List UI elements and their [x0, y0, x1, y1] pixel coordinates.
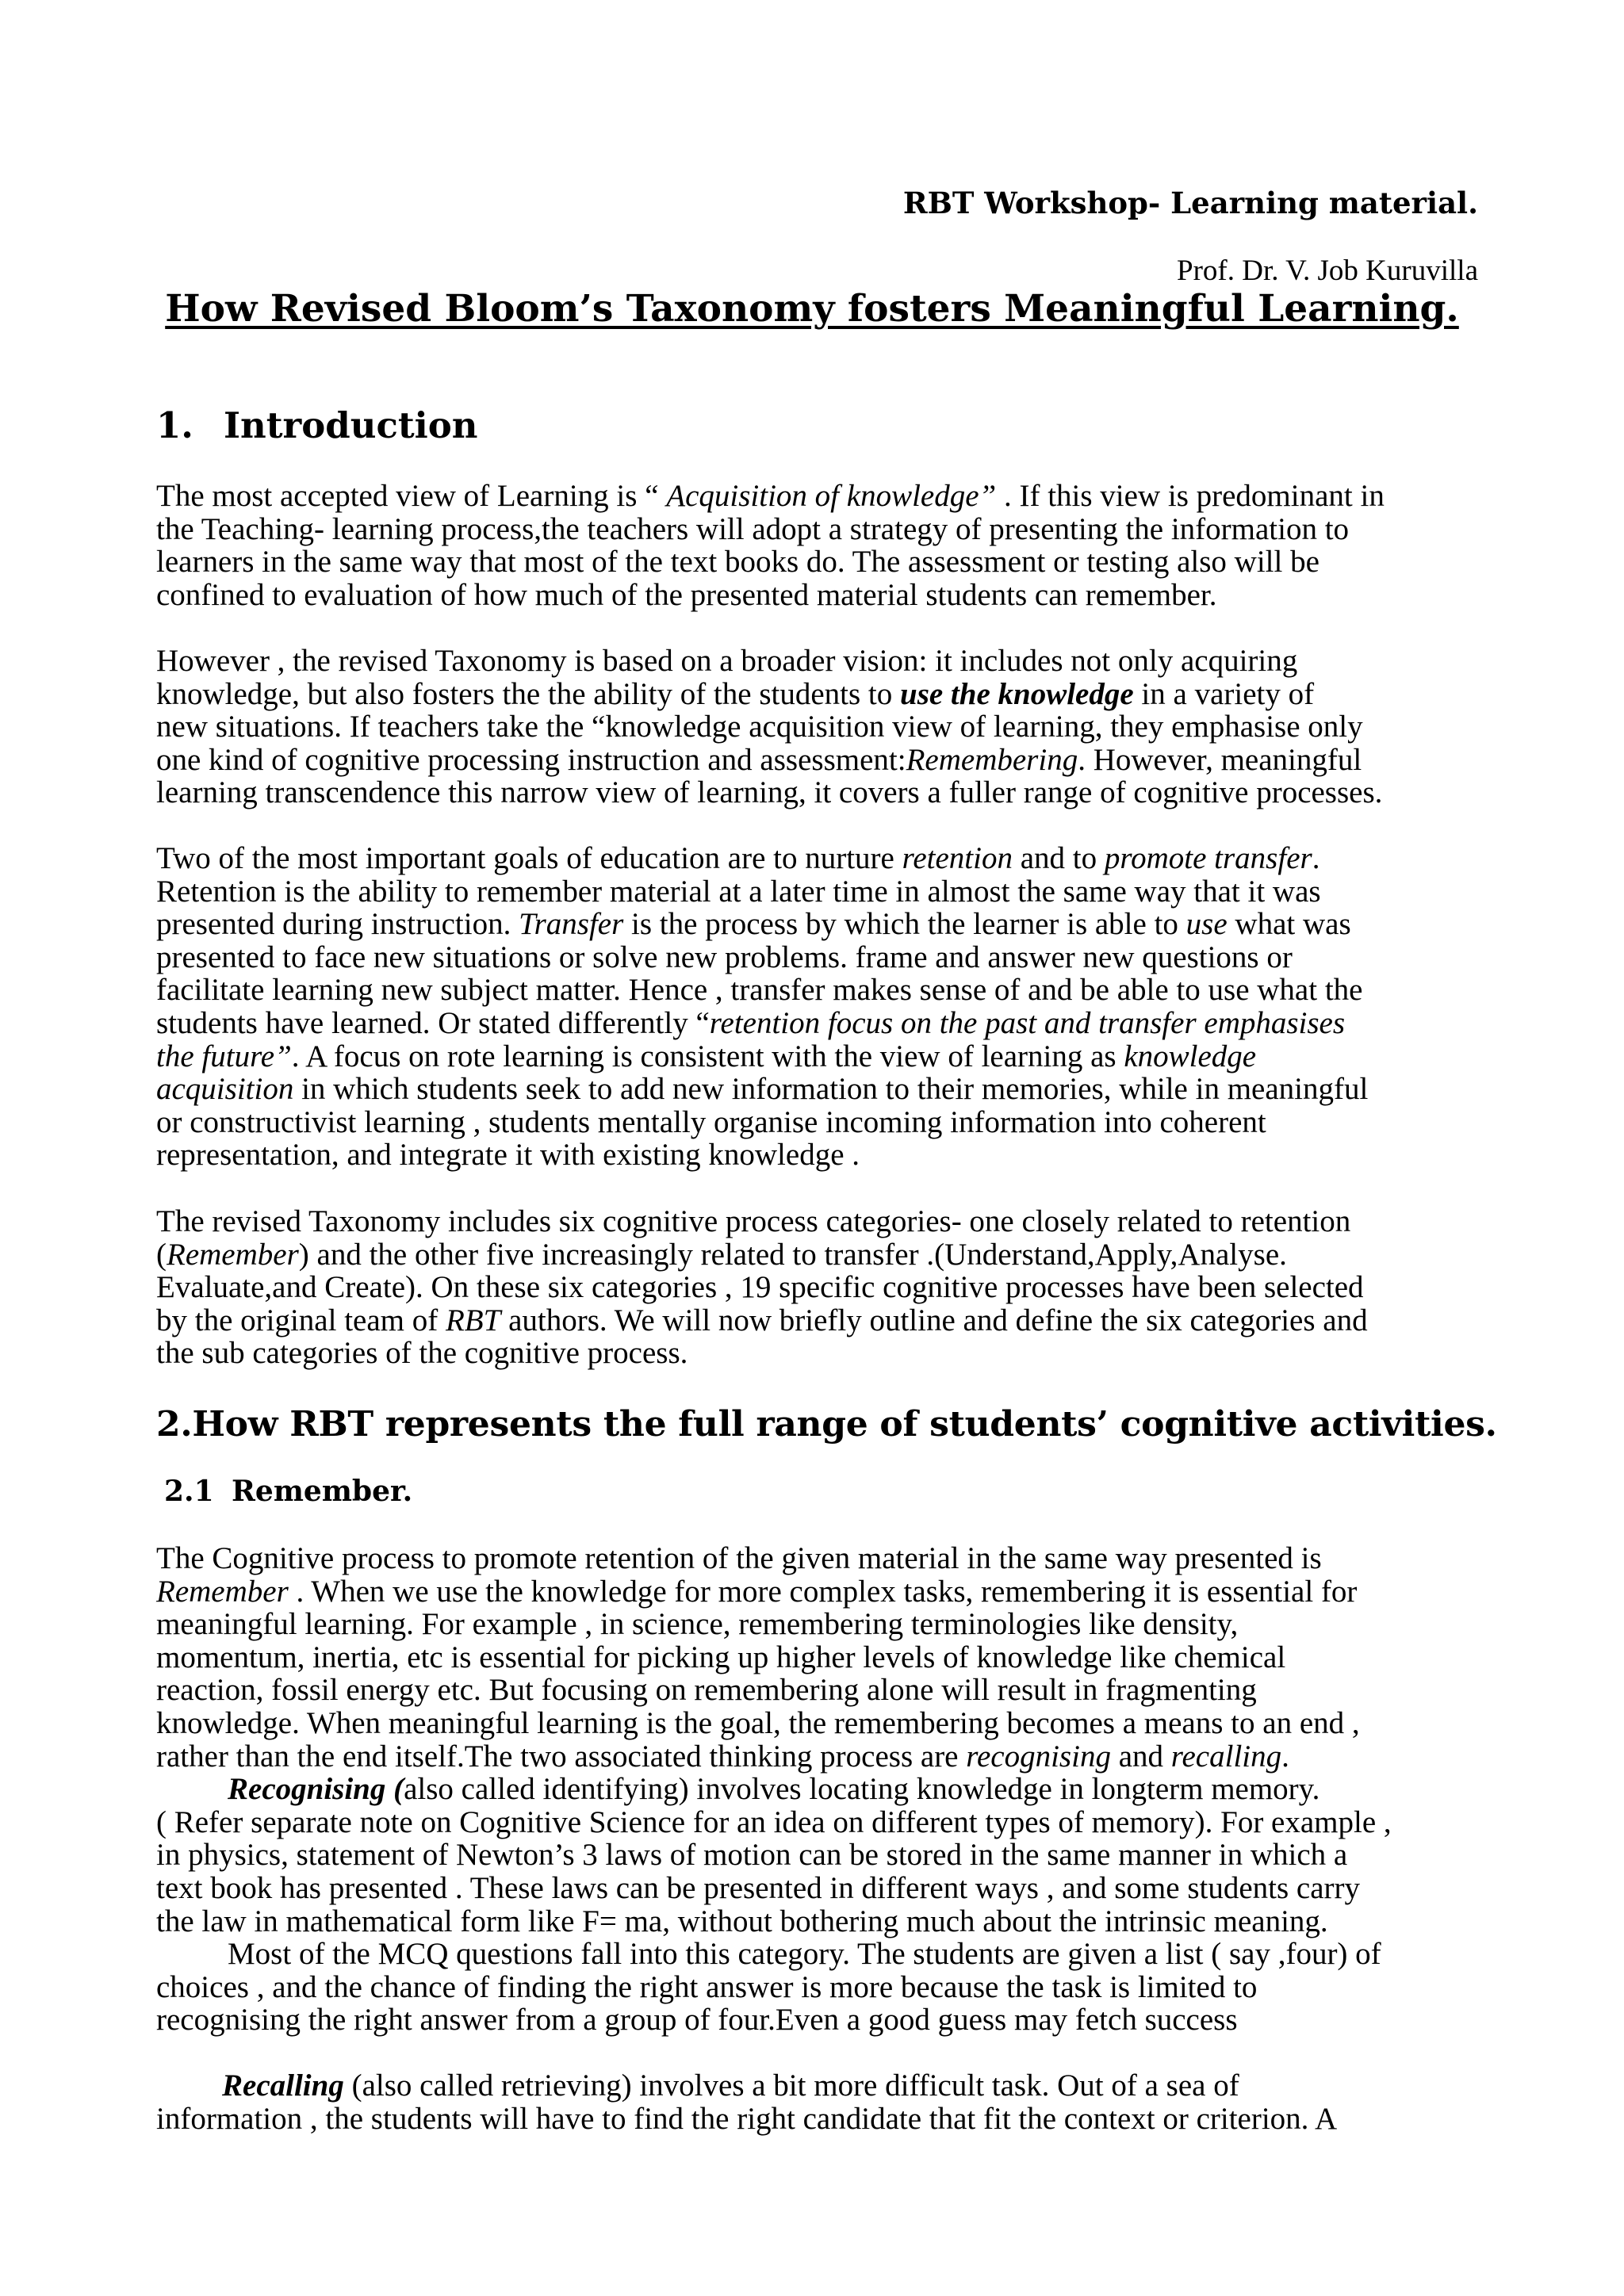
text-line: the future”. A focus on rote learning is consistent with the view of learning as knowledge — [156, 1039, 1257, 1073]
text-line: Most of the MCQ questions fall into this category. The students are given a list ( say ,four) of — [228, 1937, 1381, 1972]
text-line: The Cognitive process to promote retention of the given material in the same way presented is — [156, 1541, 1322, 1575]
text-line: learning transcendence this narrow view of learning, it covers a fuller range of cognitive processes. — [156, 775, 1383, 810]
section-heading-introduction — [156, 404, 477, 446]
text-line: Two of the most important goals of education are to nurture retention and to promote transfer. — [156, 841, 1320, 875]
text-line: representation, and integrate it with existing knowledge . — [156, 1138, 860, 1173]
text-line: Retention is the ability to remember material at a later time in almost the same way that it was — [156, 874, 1321, 909]
section-heading-rbt-range: 2.How RBT represents the full range of students’ cognitive activities. — [156, 1404, 1497, 1445]
intro-paragraph-2 — [156, 645, 1488, 809]
subsection-number: 2.1 — [164, 1475, 214, 1508]
document-title: How Revised Bloom’s Taxonomy fosters Meaningful Learning. — [165, 287, 1459, 331]
text-line: acquisition in which students seek to add new information to their memories, while in meaningful — [156, 1072, 1369, 1107]
recalling-paragraph — [156, 2069, 1488, 2135]
text-line: meaningful learning. For example , in science, remembering terminologies like density, — [156, 1607, 1239, 1642]
text-line: The most accepted view of Learning is “ Acquisition of knowledge” . If this view is predominant in — [156, 479, 1385, 513]
text-line: text book has presented . These laws can be presented in different ways , and some students carry — [156, 1870, 1361, 1905]
text-line: recognising the right answer from a group of four.Even a good guess may fetch success — [156, 2003, 1238, 2038]
text-line: knowledge, but also fosters the the ability of the students to use the knowledge in a variety of — [156, 676, 1315, 711]
text-line: Remember . When we use the knowledge for more complex tasks, remembering it is essential for — [156, 1574, 1358, 1609]
subsection-heading-remember — [164, 1475, 412, 1508]
text-line: or constructivist learning , students mentally organise incoming information into coherent — [156, 1104, 1266, 1139]
text-line: Evaluate,and Create). On these six categories , 19 specific cognitive processes have been selected — [156, 1270, 1364, 1305]
text-line: presented to face new situations or solve new problems. frame and answer new questions or — [156, 939, 1293, 974]
text-line: ( Refer separate note on Cognitive Science for an idea on different types of memory). For example , — [156, 1804, 1392, 1839]
text-line: students have learned. Or stated differently “retention focus on the past and transfer emphasises — [156, 1005, 1346, 1040]
text-line: the sub categories of the cognitive process. — [156, 1336, 688, 1371]
section-number: 1. — [156, 404, 193, 446]
subsection-title: Remember. — [232, 1475, 413, 1508]
text-line: by the original team of RBT authors. We will now briefly outline and define the six categories and — [156, 1303, 1368, 1337]
text-line: the Teaching- learning process,the teachers will adopt a strategy of presenting the information to — [156, 511, 1350, 546]
text-line: the law in mathematical form like F= ma, without bothering much about the intrinsic meaning. — [156, 1904, 1328, 1938]
text-line: knowledge. When meaningful learning is the goal, the remembering becomes a means to an end , — [156, 1705, 1360, 1740]
text-line: However , the revised Taxonomy is based on a broader vision: it includes not only acquiring — [156, 644, 1298, 678]
text-line: Recognising (also called identifying) involves locating knowledge in longterm memory. — [228, 1772, 1320, 1807]
text-line: The revised Taxonomy includes six cognitive process categories- one closely related to retention — [156, 1204, 1351, 1238]
text-line: one kind of cognitive processing instruction and assessment:Remembering. However, meaningful — [156, 742, 1362, 777]
text-line: in physics, statement of Newton’s 3 laws of motion can be stored in the same manner in which a — [156, 1838, 1348, 1873]
text-line: rather than the end itself.The two associated thinking process are recognising and recalling. — [156, 1739, 1289, 1774]
intro-paragraph-3 — [156, 842, 1488, 1172]
intro-paragraph-1 — [156, 480, 1488, 611]
text-line: facilitate learning new subject matter. Hence , transfer makes sense of and be able to use what the — [156, 973, 1363, 1008]
text-line: new situations. If teachers take the “knowledge acquisition view of learning, they emphasise only — [156, 710, 1363, 744]
text-line: (Remember) and the other five increasingly related to transfer .(Understand,Apply,Analyse. — [156, 1237, 1287, 1272]
text-line: confined to evaluation of how much of the presented material students can remember. — [156, 577, 1217, 612]
text-line: Recalling (also called retrieving) involves a bit more difficult task. Out of a sea of — [222, 2068, 1239, 2103]
text-line: choices , and the chance of finding the right answer is more because the task is limited to — [156, 1969, 1258, 2004]
section-title: Introduction — [224, 404, 478, 446]
text-line: reaction, fossil energy etc. But focusing on remembering alone will result in fragmenting — [156, 1673, 1257, 1708]
remember-paragraph-1 — [156, 1542, 1488, 2037]
author-name: Prof. Dr. V. Job Kuruvilla — [1177, 254, 1478, 287]
workshop-title: RBT Workshop- Learning material. — [902, 186, 1478, 220]
text-line: learners in the same way that most of the text books do. The assessment or testing also will be — [156, 545, 1320, 580]
intro-paragraph-4 — [156, 1205, 1488, 1370]
text-line: information , the students will have to find the right candidate that fit the context or criterion. A — [156, 2101, 1338, 2136]
text-line: presented during instruction. Transfer is the process by which the learner is able to use what was — [156, 907, 1351, 942]
text-line: momentum, inertia, etc is essential for picking up higher levels of knowledge like chemical — [156, 1640, 1286, 1674]
